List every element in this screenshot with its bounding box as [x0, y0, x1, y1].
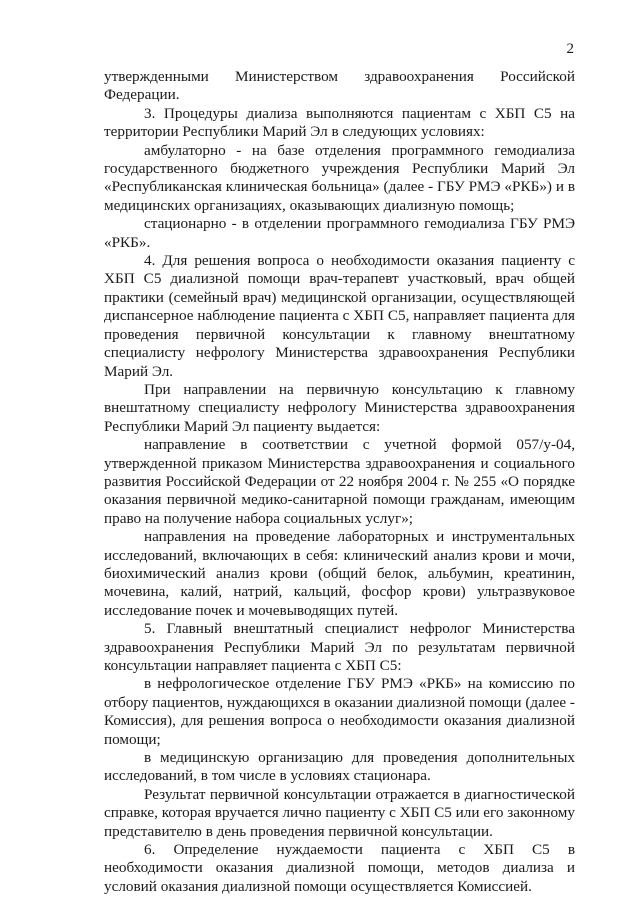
paragraph-nephrology-department: в нефрологическое отделение ГБУ РМЭ «РКБ» на комиссию по отбору пациентов, нуждающихся в оказании диализной помощи (далее - Комиссия), для решения вопроса о необходимости оказания диализной помощи;	[104, 675, 575, 748]
paragraph-item-5: 5. Главный внештатный специалист нефролог Министерства здравоохранения Республики Марий Эл по результатам первичной консультации направляет пациента с ХБП С5:	[104, 620, 575, 674]
paragraph-continuation: утвержденными Министерством здравоохранения Российской Федерации.	[104, 68, 575, 104]
paragraph-item-6: 6. Определение нуждаемости пациента с ХБП С5 в необходимости оказания диализной помощи, методов диализа и условий оказания диализной помощи осуществляется Комиссией.	[104, 841, 575, 895]
document-body	[104, 68, 575, 896]
paragraph-referral-form: направление в соответствии с учетной формой 057/у-04, утвержденной приказом Министерства здравоохранения и социального развития Российской Федерации от 22 ноября 2004 г. № 255 «О порядке оказания первичной медико-санитарной помощи гражданам, имеющим право на получение набора социальных услуг»;	[104, 436, 575, 527]
paragraph-outpatient: амбулаторно - на базе отделения программного гемодиализа государственного бюджетного учреждения Республики Марий Эл «Республиканская клиническая больница» (далее - ГБУ РМЭ «РКБ») и в медицинских организациях, оказывающих диализную помощь;	[104, 141, 575, 214]
paragraph-item-4: 4. Для решения вопроса о необходимости оказания пациенту с ХБП С5 диализной помощи врач-терапевт участковый, врач общей практики (семейный врач) медицинской организации, осуществляющей диспансерное наблюдение пациента с ХБП С5, направляет пациента для проведения первичной консультации к главному внештатному специалисту нефрологу Министерства здравоохранения Республики Марий Эл.	[104, 252, 575, 380]
paragraph-medical-organization: в медицинскую организацию для проведения дополнительных исследований, в том числе в условиях стационара.	[104, 749, 575, 785]
page-number: 2	[566, 41, 574, 57]
paragraph-inpatient: стационарно - в отделении программного гемодиализа ГБУ РМЭ «РКБ».	[104, 215, 575, 251]
paragraph-consultation-result: Результат первичной консультации отражается в диагностической справке, которая вручается лично пациенту с ХБП С5 или его законному представителю в день проведения первичной консультации.	[104, 785, 575, 840]
paragraph-referral-intro: При направлении на первичную консультацию к главному внештатному специалисту нефрологу Министерства здравоохранения Республики Марий Эл пациенту выдается:	[104, 380, 575, 435]
paragraph-lab-tests: направления на проведение лабораторных и инструментальных исследований, включающих в себя: клинический анализ крови и мочи, биохимический анализ крови (общий белок, альбумин, креатинин, мочевина, калий, натрий, кальций, фосфор крови) ультразвуковое исследование почек и мочевыводящих путей.	[104, 528, 575, 619]
paragraph-item-3: 3. Процедуры диализа выполняются пациентам с ХБП С5 на территории Республики Марий Эл в следующих условиях:	[104, 104, 575, 141]
